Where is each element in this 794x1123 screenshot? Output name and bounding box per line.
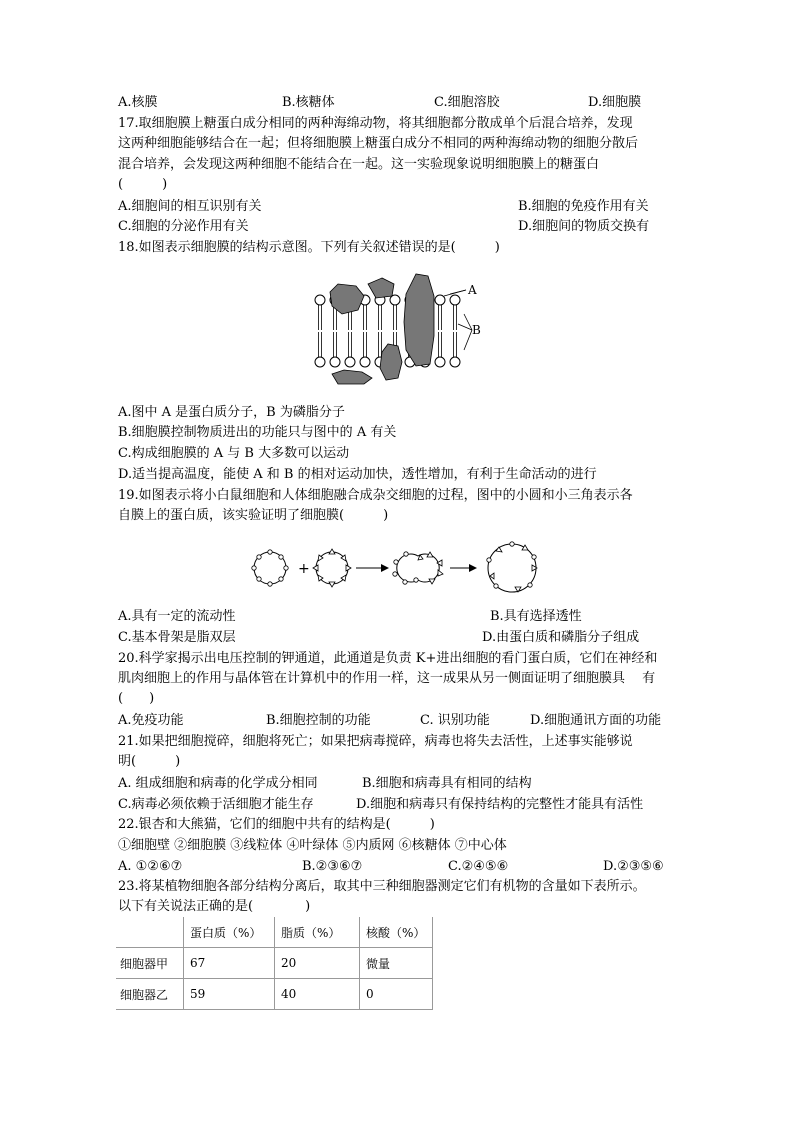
- q19-option-b: B.具有选择透性: [490, 609, 582, 624]
- cell-fusion-figure: [250, 540, 550, 600]
- q17-stem-line: 这两种细胞能够结合在一起；但将细胞膜上糖蛋白成分不相同的两种海绵动物的细胞分散后: [118, 136, 639, 151]
- q16-option-a: A.核膜: [118, 95, 158, 110]
- q17-stem-line: 17.取细胞膜上糖蛋白成分相同的两种海绵动物，将其细胞都分散成单个后混合培养，发现: [118, 116, 633, 131]
- q20-option-d: D.细胞通讯方面的功能: [530, 713, 662, 728]
- q22-option-d: D.②③⑤⑥: [603, 859, 664, 874]
- q18-option-b: B.细胞膜控制物质进出的功能只与图中的 A 有关: [118, 425, 397, 440]
- q21-option-d: D.细胞和病毒只有保持结构的完整性才能具有活性: [356, 797, 644, 812]
- q18-option-c: C.构成细胞膜的 A 与 B 大多数可以运动: [118, 446, 350, 461]
- q21-stem-line: 明( ): [118, 754, 181, 769]
- q21-option-c: C.病毒必须依赖于活细胞才能生存: [118, 797, 314, 812]
- q16-option-c: C.细胞溶胶: [434, 95, 500, 110]
- q22-stem: 22.银杏和大熊猫，它们的细胞中共有的结构是( ): [118, 817, 435, 832]
- q17-stem-line: 混合培养，会发现这两种细胞不能结合在一起。这一实验现象说明细胞膜上的糖蛋白: [118, 157, 600, 172]
- q20-stem-line: 20.科学家揭示出电压控制的钾通道，此通道是负责 K+进出细胞的看门蛋白质，它们在神经和: [118, 651, 658, 666]
- q18-stem: 18.如图表示细胞膜的结构示意图。下列有关叙述错误的是( ): [118, 240, 500, 255]
- protein-peripheral-top: [330, 284, 364, 314]
- table-row: [116, 948, 433, 979]
- table-cell: 20: [275, 948, 360, 979]
- q22-option-a: A. ①②⑥⑦: [118, 859, 183, 874]
- q20-option-b: B.细胞控制的功能: [266, 713, 371, 728]
- q22-option-b: B.②③⑥⑦: [302, 859, 363, 874]
- membrane-structure-figure: [298, 266, 498, 394]
- protein-embedded-bottom: [380, 344, 402, 380]
- q16-option-b: B.核糖体: [282, 95, 335, 110]
- q21-stem-line: 21.如果把细胞搅碎，细胞将死亡；如果把病毒搅碎，病毒也将失去活性，上述事实能够说: [118, 734, 633, 749]
- q17-option-b: B.细胞的免疫作用有关: [518, 199, 649, 214]
- table-cell: 细胞器乙: [116, 979, 184, 1010]
- label-b: B: [472, 323, 481, 337]
- q20-stem-line: 肌肉细胞上的作用与晶体管在计算机中的作用一样，这一成果从另一侧面证明了细胞膜具 有: [118, 671, 656, 686]
- q19-option-a: A.具有一定的流动性: [118, 609, 236, 624]
- table-cell: 微量: [360, 948, 433, 979]
- q18-option-d: D.适当提高温度，能使 A 和 B 的相对运动加快，透性增加，有利于生命活动的进行: [118, 467, 597, 482]
- q20-option-c: C. 识别功能: [420, 713, 490, 728]
- table-cell: 67: [184, 948, 275, 979]
- table-header-cell: 核酸（%）: [360, 917, 433, 948]
- q21-option-b: B.细胞和病毒具有相同的结构: [362, 776, 532, 791]
- table-header-cell: [116, 917, 184, 948]
- q17-option-d: D.细胞间的物质交换有: [518, 219, 650, 234]
- q20-option-a: A.免疫功能: [118, 713, 184, 728]
- q17-option-a: A.细胞间的相互识别有关: [118, 199, 262, 214]
- q22-items: ①细胞壁 ②细胞膜 ③线粒体 ④叶绿体 ⑤内质网 ⑥核糖体 ⑦中心体: [118, 838, 507, 853]
- protein-peripheral-bottom: [332, 370, 372, 384]
- table-header-cell: 蛋白质（%）: [184, 917, 275, 948]
- table-header-row: [116, 917, 433, 948]
- q23-stem-line: 23.将某植物细胞各部分结构分离后，取其中三种细胞器测定它们有机物的含量如下表所示。: [118, 879, 646, 894]
- protein-transmembrane: [404, 274, 434, 366]
- plus-sign: +: [298, 561, 310, 577]
- table-cell: 59: [184, 979, 275, 1010]
- q23-stem-line: 以下有关说法正确的是( ): [118, 899, 311, 914]
- q16-option-d: D.细胞膜: [588, 95, 642, 110]
- table-cell: 0: [360, 979, 433, 1010]
- q17-answer-blank: ( ): [118, 177, 168, 192]
- table-header-cell: 脂质（%）: [275, 917, 360, 948]
- table-cell: 40: [275, 979, 360, 1010]
- label-a: A: [468, 283, 477, 297]
- table-cell: 细胞器甲: [116, 948, 184, 979]
- q18-option-a: A.图中 A 是蛋白质分子，B 为磷脂分子: [118, 405, 345, 420]
- q21-option-a: A. 组成细胞和病毒的化学成分相同: [118, 776, 318, 791]
- organelle-content-table: [116, 917, 433, 1010]
- q17-option-c: C.细胞的分泌作用有关: [118, 219, 249, 234]
- table-row: [116, 979, 433, 1010]
- q19-option-d: D.由蛋白质和磷脂分子组成: [482, 630, 640, 645]
- q22-option-c: C.②④⑤⑥: [448, 859, 509, 874]
- q20-answer-blank: ( ): [118, 691, 155, 706]
- q19-option-c: C.基本骨架是脂双层: [118, 630, 236, 645]
- q19-stem-line: 自膜上的蛋白质，该实验证明了细胞膜( ): [118, 508, 389, 523]
- protein-peripheral-top-small: [368, 278, 394, 298]
- q19-stem-line: 19.如图表示将小白鼠细胞和人体细胞融合成杂交细胞的过程，图中的小圆和小三角表示各: [118, 488, 633, 503]
